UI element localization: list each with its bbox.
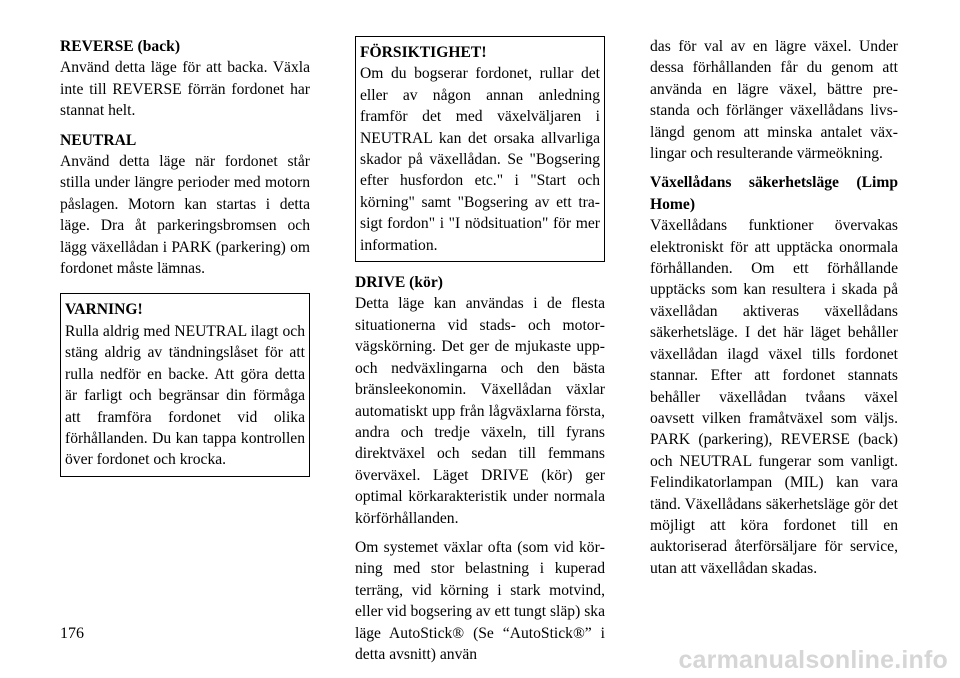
- reverse-heading: REVERSE (back): [60, 38, 181, 55]
- limp-home-text: Växellådans funktioner övervakas elektroniskt för att upptäcka onormala förhållanden. Om ett förhållande upptäcks som kan resultera i skada på växellådan aktiveras växellådans säkerhetsläge. I det här läget behåller växellådan ilagd växel tills fordonet stannar. Efter att fordonet stannats behåller växellådan tvåans växel oavsett vilken framåtväxel som väljs. PARK (parkering), REVERSE (back) och NEUTRAL fungerar som vanligt. Felindikatorlampan (MIL) kan vara tänd. Växellådans säkerhetsläge gör det möjligt att köra fordonet till en auktoriserad återförsäljare för service, utan att växellådan skadas.: [650, 217, 898, 577]
- reverse-section: [60, 36, 310, 122]
- autostick-continued: [650, 36, 898, 164]
- warning-box: [60, 293, 310, 476]
- autostick-paragraph: [355, 537, 605, 665]
- autostick-continued-text: das för val av en lägre växel. Under dessa förhållanden får du genom att använda en lägre växel, bättre prestanda och förlänger växellådans livslängd genom att minska antalet växlingar och resulterande värmeökning.: [650, 38, 898, 163]
- left-column: [60, 36, 310, 487]
- neutral-section: [60, 130, 310, 280]
- limp-home-section: [650, 172, 898, 579]
- neutral-heading: NEUTRAL: [60, 131, 137, 149]
- warning-text: Rulla aldrig med NEUTRAL ilagt och stäng aldrig av tändningslåset för att rulla nedför en backe. Att göra detta är farligt och begränsar din förmåga att framföra fordonet vid olika förhållanden. Du kan tappa kontrollen över fordonet och krocka.: [65, 322, 305, 469]
- caution-box: [355, 36, 605, 262]
- reverse-text: Använd detta läge för att backa. Växla inte till REVERSE förrän fordonet har stannat helt.: [60, 59, 310, 120]
- caution-heading: FÖRSIKTIGHET!: [360, 44, 487, 61]
- limp-home-heading: Växellådans säkerhetsläge (Limp Home): [650, 174, 898, 213]
- middle-column: [355, 36, 605, 673]
- drive-text: Detta läge kan användas i de flesta situationerna vid stads- och motorvägskörning. Det ger de mjukaste upp- och nedväxlingarna och den bästa bränsleekonomin. Växellådan växlar automatiskt upp från lågväxlarna första, andra och tredje växeln, till fyrans direktväxel och sedan till femmans överväxel. Läget DRIVE (kör) ger optimal körkarakteristik under normala körförhållanden.: [355, 295, 605, 527]
- neutral-text: Använd detta läge när fordonet står stilla under längre perioder med motorn påslagen. Motorn kan startas i detta läge. Dra åt parkeringsbromsen och lägg växellådan i PARK (parkering) om fordonet måste lämnas.: [60, 153, 310, 278]
- page-number: 176: [60, 625, 84, 642]
- watermark: carmanualsonline.info: [678, 646, 948, 674]
- drive-section: [355, 272, 605, 529]
- right-column: [650, 36, 898, 587]
- autostick-text: Om systemet växlar ofta (som vid körning med stor belastning i kuperad terräng, vid körning i stark motvind, eller vid bogsering av ett tungt släp) ska läge AutoStick® (Se “AutoStick®” i detta avsnitt) använ: [355, 538, 605, 663]
- warning-heading: VARNING!: [65, 301, 143, 319]
- drive-heading: DRIVE (kör): [355, 274, 443, 292]
- caution-text: Om du bogserar fordonet, rullar det eller av någon annan anledning framför det med växelväljaren i NEUTRAL kan det orsaka allvarliga skador på växellådan. Se "Bogsering efter husfordon etc." i "Start och körning" samt "Bogsering av ett trasigt fordon" i "I nödsituation" för mer information.: [360, 65, 600, 254]
